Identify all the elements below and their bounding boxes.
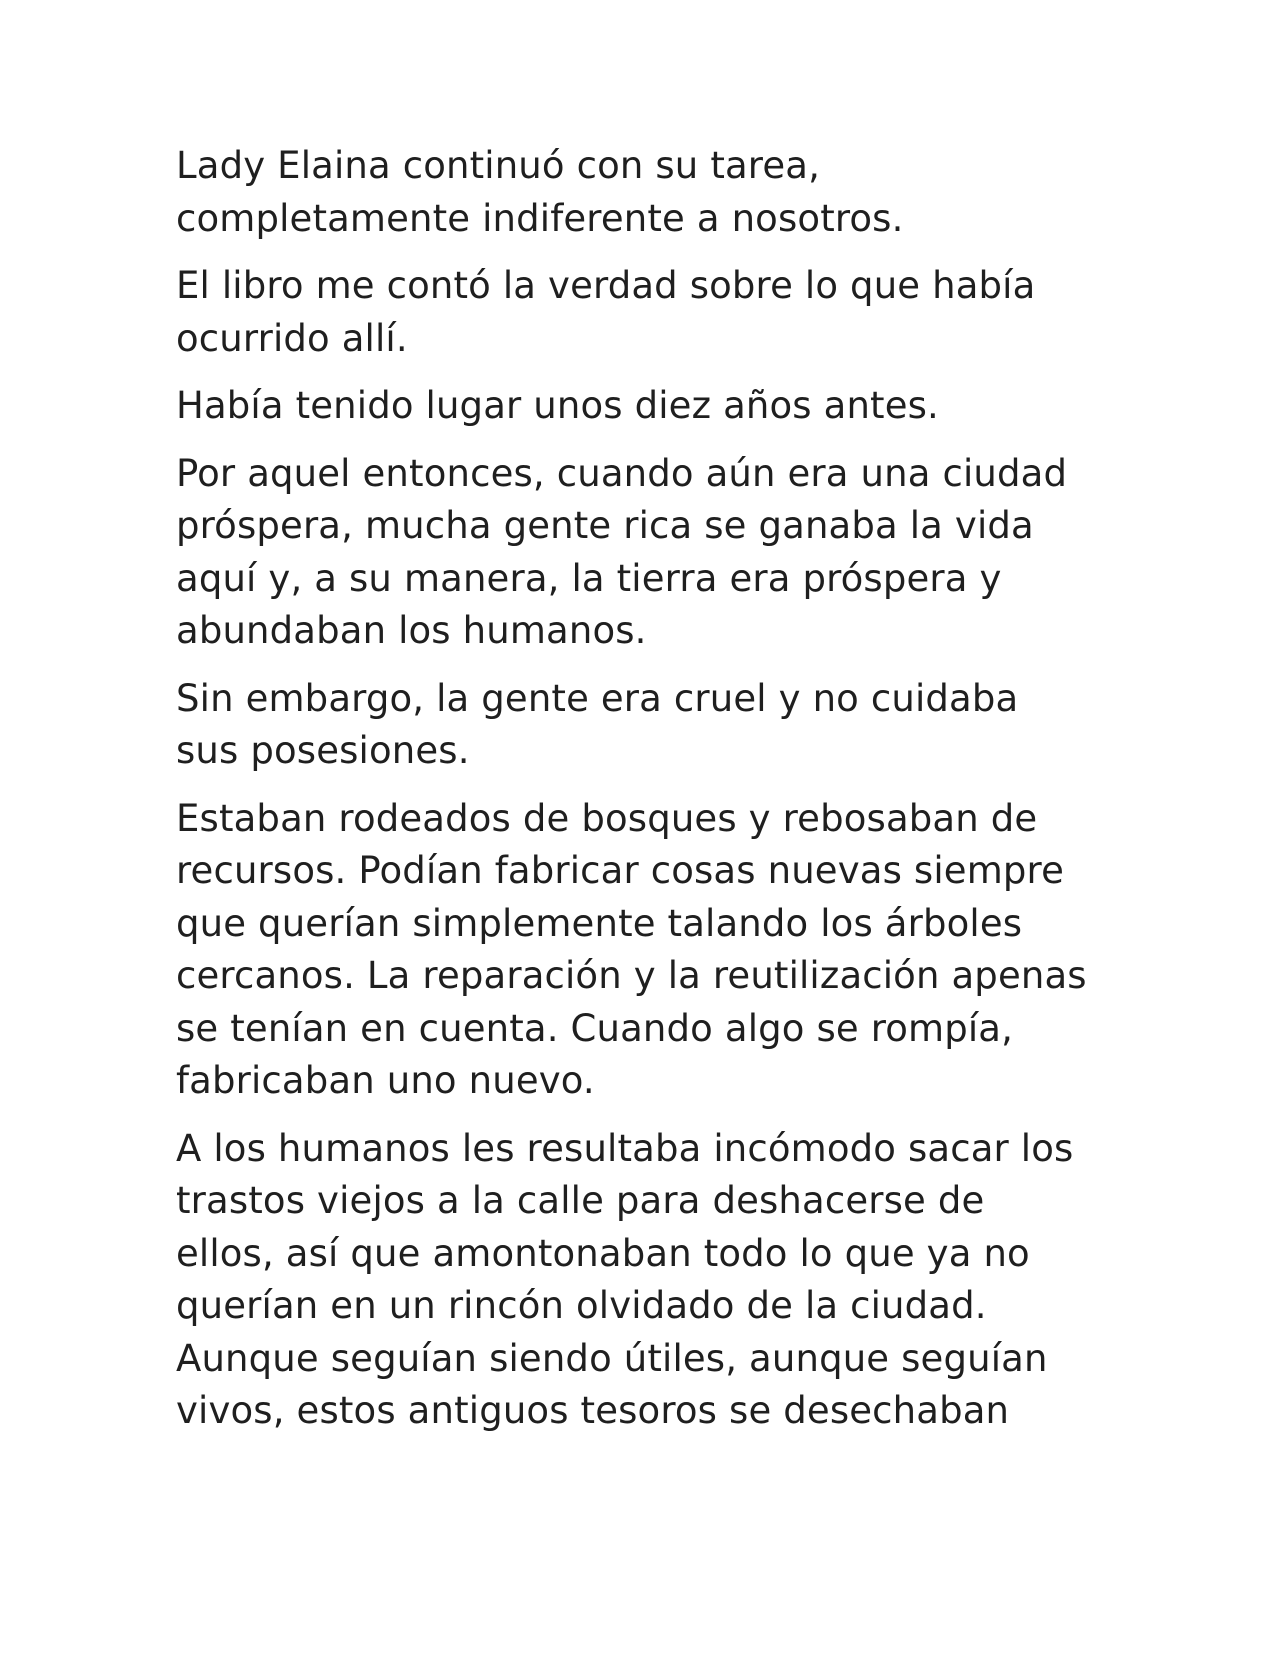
paragraph bbox=[176, 793, 1116, 1108]
text-line: fabricaban uno nuevo. bbox=[176, 1059, 595, 1102]
text-line: aquí y, a su manera, la tierra era próspera y bbox=[176, 556, 1002, 600]
paragraph bbox=[176, 260, 1116, 365]
text-line: Lady Elaina continuó con su tarea, bbox=[176, 144, 821, 187]
text-line: cercanos. La reparación y la reutilización apenas bbox=[176, 954, 1087, 997]
text-line: Estaban rodeados de bosques y rebosaban de bbox=[176, 796, 1038, 840]
text-line: trastos viejos a la calle para deshacerse de bbox=[176, 1179, 985, 1222]
paragraph bbox=[176, 380, 1116, 433]
text-line: vivos, estos antiguos tesoros se desechaban bbox=[176, 1389, 1010, 1432]
text-line: Sin embargo, la gente era cruel y no cuidaba bbox=[176, 676, 1019, 720]
document-page bbox=[176, 140, 1116, 1453]
text-line: abundaban los humanos. bbox=[176, 609, 647, 652]
text-line: ellos, así que amontonaban todo lo que ya no bbox=[176, 1231, 1030, 1275]
text-line: querían en un rincón olvidado de la ciudad. bbox=[176, 1284, 987, 1327]
text-line: ocurrido allí. bbox=[176, 316, 408, 360]
text-line: sus posesiones. bbox=[176, 729, 470, 772]
text-line: Por aquel entonces, cuando aún era una ciudad bbox=[176, 451, 1068, 495]
text-line: completamente indiferente a nosotros. bbox=[176, 196, 904, 240]
text-line: se tenían en cuenta. Cuando algo se rompía, bbox=[176, 1006, 1014, 1050]
text-line: El libro me contó la verdad sobre lo que había bbox=[176, 264, 1036, 307]
paragraph bbox=[176, 673, 1116, 778]
text-line: que querían simplemente talando los árboles bbox=[176, 901, 1023, 945]
paragraph bbox=[176, 140, 1116, 245]
paragraph bbox=[176, 448, 1116, 658]
text-line: Aunque seguían siendo útiles, aunque seguían bbox=[176, 1336, 1048, 1380]
text-line: A los humanos les resultaba incómodo sacar los bbox=[176, 1126, 1074, 1170]
text-line: recursos. Podían fabricar cosas nuevas siempre bbox=[176, 849, 1064, 892]
paragraph bbox=[176, 1123, 1116, 1438]
text-line: Había tenido lugar unos diez años antes. bbox=[176, 384, 939, 427]
text-line: próspera, mucha gente rica se ganaba la vida bbox=[176, 504, 1034, 547]
